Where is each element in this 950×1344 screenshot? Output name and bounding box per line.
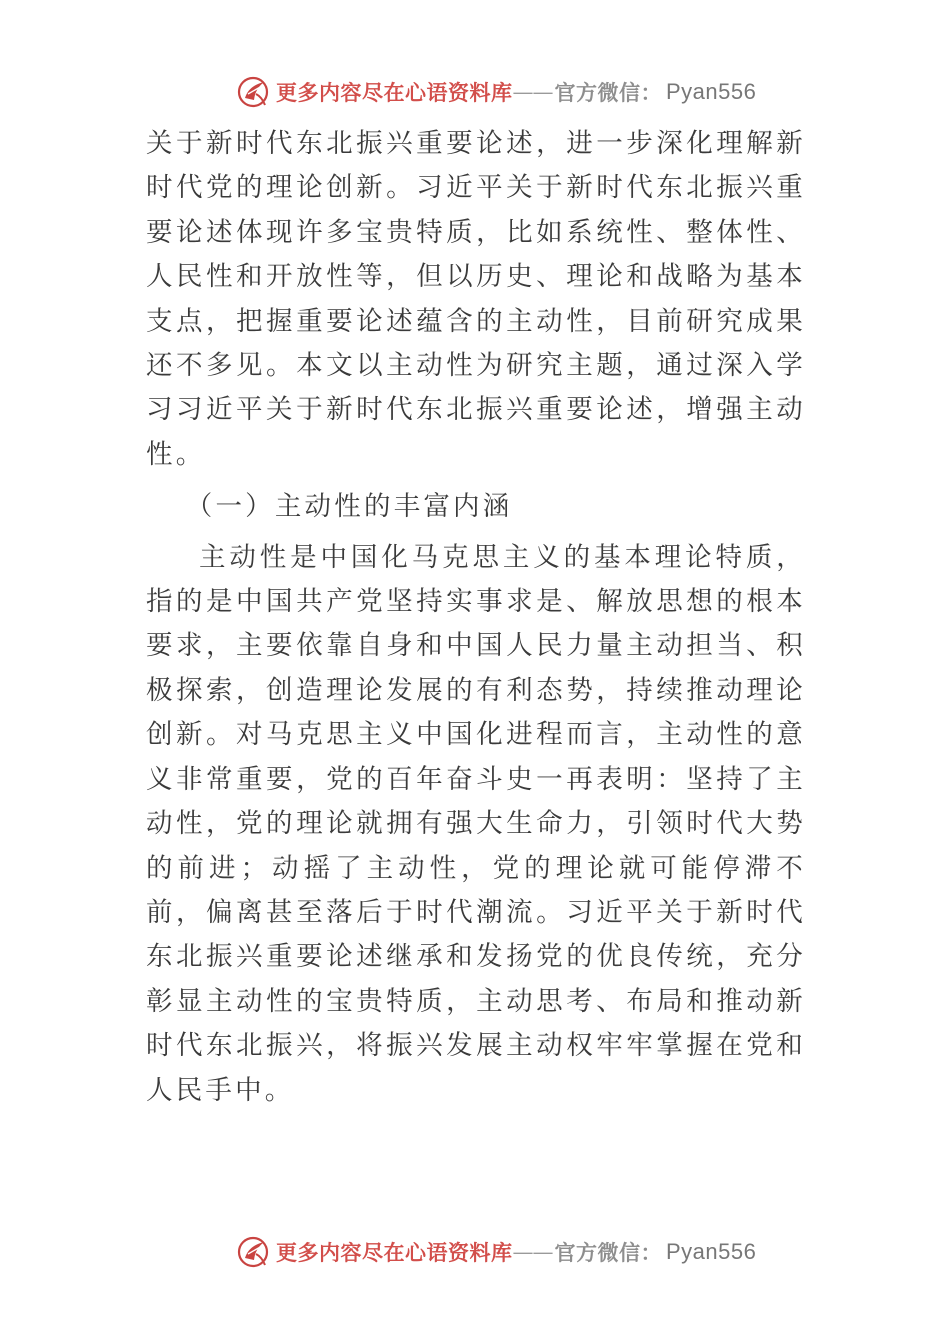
wechat-label: 官方微信： [554,80,662,105]
wechat-label: 官方微信： [554,1240,662,1265]
site-name-text: 更多内容尽在心语资料库 [276,1240,513,1265]
header-banner[interactable] [236,72,756,112]
wechat-id: Pyan556 [666,1239,757,1264]
section-heading: （一）主动性的丰富内涵 [185,491,513,523]
document-body [146,122,806,1113]
paragraph: 主动性是中国化马克思主义的基本理论特质，指的是中国共产党坚持实事求是、解放思想的根本要求，主要依靠自身和中国人民力量主动担当、积极探索，创造理论发展的有利态势，持续推动理论创新。对马克思主义中国化进程而言，主动性的意义非常重要，党的百年奋斗史一再表明：坚持了主动性，党的理论就拥有强大生命力，引领时代大势的前进；动摇了主动性，党的理论就可能停滞不前，偏离甚至落后于时代潮流。习近平关于新时代东北振兴重要论述继承和发扬党的优良传统，充分彰显主动性的宝贵特质，主动思考、布局和推动新时代东北振兴，将振兴发展主动权牢牢掌握在党和人民手中。 [146,541,806,1106]
seal-logo-icon [236,74,272,110]
footer-banner[interactable] [236,1232,756,1272]
paragraph-continued: 关于新时代东北振兴重要论述，进一步深化理解新时代党的理论创新。习近平关于新时代东北振兴重要论述体现许多宝贵特质，比如系统性、整体性、人民性和开放性等，但以历史、理论和战略为基本支点，把握重要论述蕴含的主动性，目前研究成果还不多见。本文以主动性为研究主题，通过深入学习习近平关于新时代东北振兴重要论述，增强主动性。 [146,128,806,470]
banner-dash: —— [512,80,553,104]
wechat-id: Pyan556 [666,79,757,104]
banner-dash: —— [512,1240,553,1264]
site-name-text: 更多内容尽在心语资料库 [276,80,513,105]
seal-logo-icon [236,1234,272,1270]
